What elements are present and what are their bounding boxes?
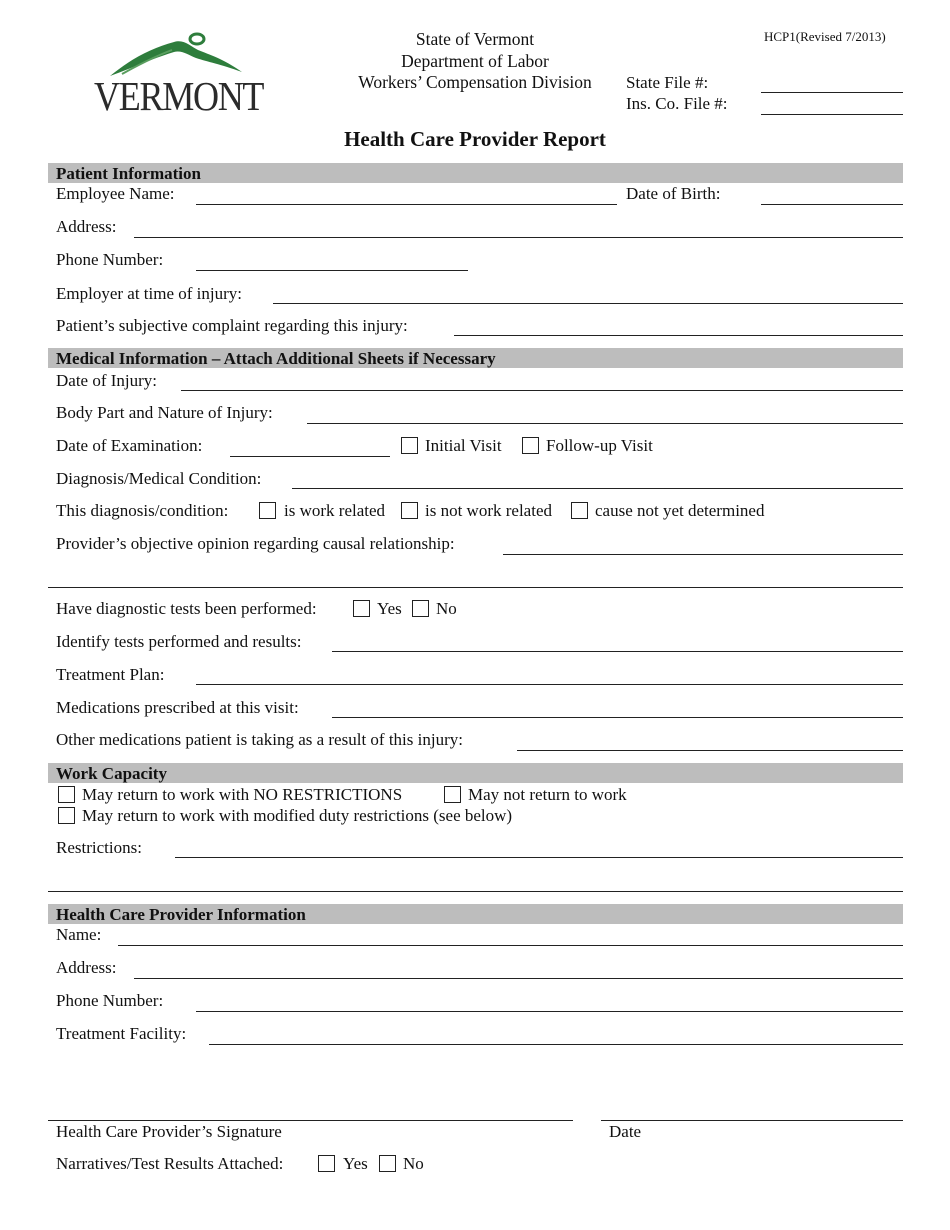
diag-tests-no-checkbox[interactable] [412,600,429,617]
diag-tests-no-label: No [436,599,457,618]
narratives-no-checkbox[interactable] [379,1155,396,1172]
patient-section-header [48,163,903,183]
causal-opinion-field-2[interactable] [48,587,903,588]
date-exam-field[interactable] [230,456,390,457]
logo-text: VERMONT [94,73,264,119]
restrictions-label: Restrictions: [56,838,142,857]
work-related-label: is work related [284,501,386,520]
provider-phone-field[interactable] [196,1011,903,1012]
provider-address-field[interactable] [134,978,903,979]
employer-field[interactable] [273,303,903,304]
narratives-yes-checkbox[interactable] [318,1155,335,1172]
complaint-field[interactable] [454,335,903,336]
date-injury-label: Date of Injury: [56,371,158,390]
employee-name-label: Employee Name: [56,184,175,203]
tests-results-field[interactable] [332,651,903,652]
signature-date-label: Date [609,1122,642,1141]
body-part-label: Body Part and Nature of Injury: [56,403,273,422]
not-work-related-checkbox[interactable] [401,502,418,519]
signature-date-field[interactable] [601,1120,903,1121]
work-section-header [48,763,903,783]
state-file-label: State File #: [626,73,709,92]
diagnosis-field[interactable] [292,488,903,489]
no-restrictions-checkbox[interactable] [58,786,75,803]
meds-visit-field[interactable] [332,717,903,718]
narratives-label: Narratives/Test Results Attached: [56,1154,284,1173]
phone-label: Phone Number: [56,250,164,269]
dob-label: Date of Birth: [626,184,721,203]
diag-tests-yes-checkbox[interactable] [353,600,370,617]
may-not-return-checkbox[interactable] [444,786,461,803]
patient-section-title: Patient Information [56,164,201,183]
initial-visit-label: Initial Visit [425,436,502,455]
tests-results-label: Identify tests performed and results: [56,632,302,651]
page-title: Health Care Provider Report [344,127,606,151]
signature-field[interactable] [48,1120,573,1121]
not-determined-label: cause not yet determined [595,501,765,520]
followup-visit-label: Follow-up Visit [546,436,653,455]
meds-visit-label: Medications prescribed at this visit: [56,698,299,717]
address-field[interactable] [134,237,903,238]
narratives-no-label: No [403,1154,424,1173]
ins-file-label: Ins. Co. File #: [626,94,728,113]
facility-label: Treatment Facility: [56,1024,187,1043]
agency-division: Workers’ Compensation Division [358,72,592,92]
not-determined-checkbox[interactable] [571,502,588,519]
employer-label: Employer at time of injury: [56,284,243,303]
work-related-checkbox[interactable] [259,502,276,519]
followup-visit-checkbox[interactable] [522,437,539,454]
state-file-field[interactable] [761,92,903,93]
work-section-title: Work Capacity [56,764,167,783]
diag-tests-yes-label: Yes [377,599,402,618]
provider-address-label: Address: [56,958,117,977]
restrictions-field[interactable] [175,857,903,858]
body-part-field[interactable] [307,423,903,424]
causal-opinion-label: Provider’s objective opinion regarding causal relationship: [56,534,455,553]
complaint-label: Patient’s subjective complaint regarding this injury: [56,316,408,335]
may-not-return-label: May not return to work [468,785,627,804]
other-meds-field[interactable] [517,750,903,751]
agency-department: Department of Labor [401,50,549,71]
agency-block [330,29,620,94]
address-label: Address: [56,217,117,236]
employee-name-field[interactable] [196,204,617,205]
phone-field[interactable] [196,270,468,271]
agency-state: State of Vermont [415,29,535,49]
ins-file-field[interactable] [761,114,903,115]
date-exam-label: Date of Examination: [56,436,203,455]
signature-label: Health Care Provider’s Signature [56,1122,282,1141]
form-id: HCP1(Revised 7/2013) [764,29,886,44]
treatment-plan-label: Treatment Plan: [56,665,165,684]
initial-visit-checkbox[interactable] [401,437,418,454]
medical-section-header [48,348,903,368]
narratives-yes-label: Yes [343,1154,368,1173]
facility-field[interactable] [209,1044,903,1045]
vermont-logo [92,28,267,118]
modified-duty-checkbox[interactable] [58,807,75,824]
dob-field[interactable] [761,204,903,205]
this-diagnosis-label: This diagnosis/condition: [56,501,229,520]
provider-name-field[interactable] [118,945,903,946]
restrictions-field-2[interactable] [48,891,903,892]
treatment-plan-field[interactable] [196,684,903,685]
not-work-related-label: is not work related [425,501,552,520]
provider-phone-label: Phone Number: [56,991,164,1010]
provider-name-label: Name: [56,925,102,944]
provider-section-header [48,904,903,924]
causal-opinion-field[interactable] [503,554,903,555]
medical-section-title: Medical Information – Attach Additional Sheets if Necessary [56,349,496,368]
date-injury-field[interactable] [181,390,903,391]
diagnosis-label: Diagnosis/Medical Condition: [56,469,262,488]
other-meds-label: Other medications patient is taking as a result of this injury: [56,730,463,749]
provider-section-title: Health Care Provider Information [56,905,306,924]
diag-tests-label: Have diagnostic tests been performed: [56,599,317,618]
modified-duty-label: May return to work with modified duty restrictions (see below) [82,806,513,825]
no-restrictions-label: May return to work with NO RESTRICTIONS [82,785,403,804]
